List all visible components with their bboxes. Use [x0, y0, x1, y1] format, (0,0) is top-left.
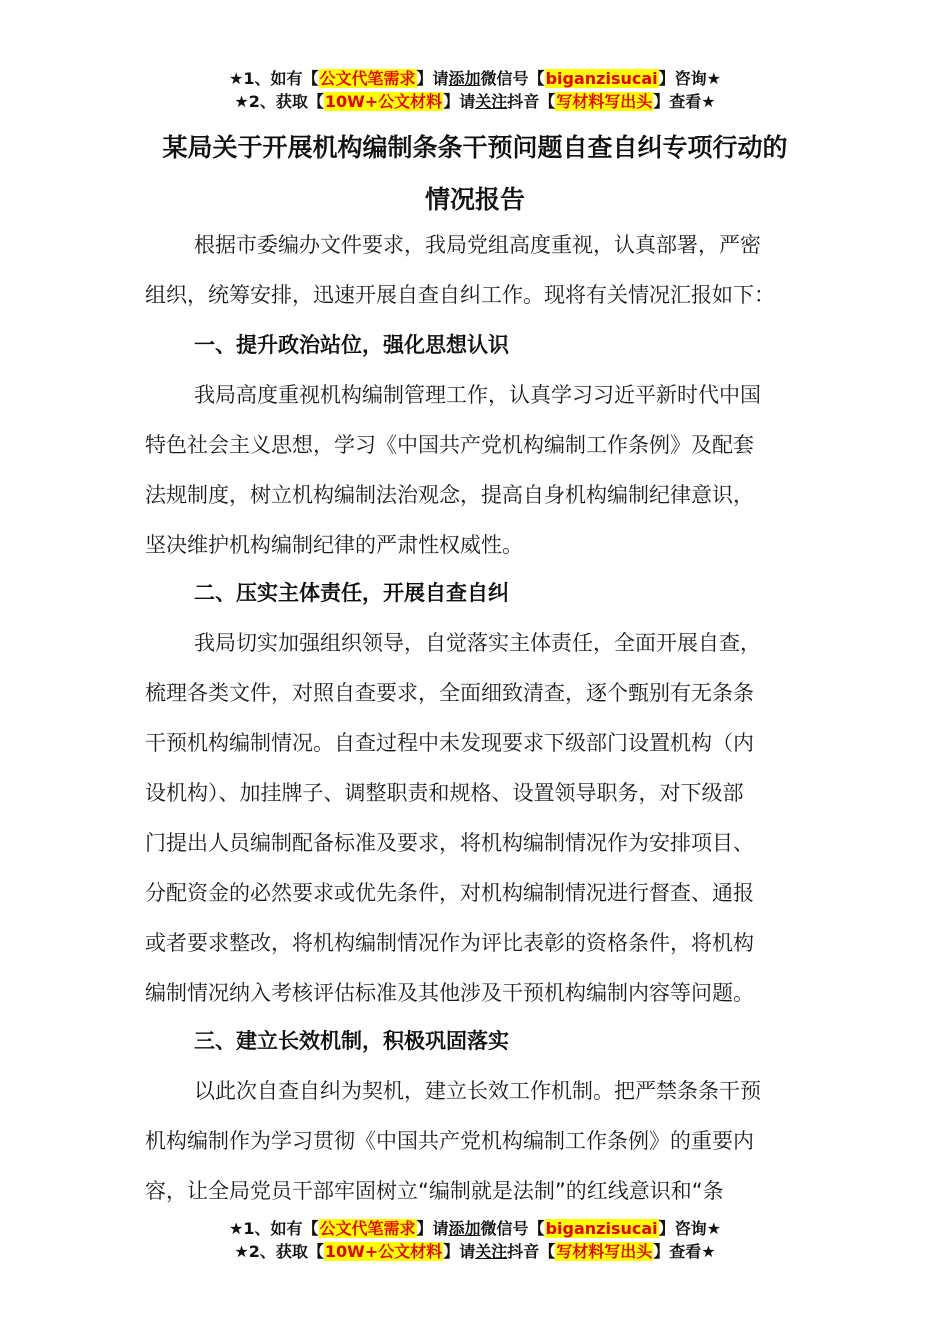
promo-banner-top — [0, 68, 950, 114]
promo-douyin-id: 写材料写出头 — [556, 1242, 653, 1261]
promo-line-1: ★1、如有【公文代笔需求】请添加微信号【biganzisucai】咨询★ — [229, 1219, 721, 1238]
promo-wechat-id: biganzisucai — [545, 69, 658, 88]
section-3-paragraph: 以此次自查自纠为契机，建立长效工作机制。把严禁条条干预 机构编制作为学习贯彻《中国共产党机构编制工作条例》的重要内 容，让全局党员干部牢固树立“编制就是法制”的红线意识和“条 — [145, 1079, 761, 1203]
intro-paragraph: 根据市委编办文件要求，我局党组高度重视，认真部署，严密 组织，统筹安排，迅速开展自查自纠工作。现将有关情况汇报如下： — [145, 233, 775, 307]
promo-douyin-id: 写材料写出头 — [556, 92, 653, 111]
document-title-line-2: 情况报告 — [424, 185, 525, 214]
section-heading-1: 一、提升政治站位，强化思想认识 — [194, 333, 509, 357]
promo-banner-bottom — [0, 1218, 950, 1264]
promo-highlight: 公文代笔需求 — [319, 69, 416, 88]
promo-line-1: ★1、如有【公文代笔需求】请添加微信号【biganzisucai】咨询★ — [229, 69, 721, 88]
promo-highlight: 10W+公文材料 — [324, 1242, 443, 1261]
section-heading-3: 三、建立长效机制，积极巩固落实 — [194, 1029, 509, 1053]
promo-line-2: ★2、获取【10W+公文材料】请关注抖音【写材料写出头】查看★ — [234, 1242, 716, 1261]
promo-wechat-id: biganzisucai — [545, 1219, 658, 1238]
document-title-line-1: 某局关于开展机构编制条条干预问题自查自纠专项行动的 — [162, 133, 788, 162]
section-2-paragraph: 我局切实加强组织领导，自觉落实主体责任，全面开展自查， 梳理各类文件，对照自查要求，全面细致清查，逐个甄别有无条条 干预机构编制情况。自查过程中未发现要求下级部门设置机构（内 设机构）、加挂牌子、调整职责和规格、设置领导职务，对下级部 门提出人员编制配备标准及要求，将机构编制情况作为安排项目、 分配资金的必然要求或优先条件，对机构编制情况进行督查、通报 或者要求整改，将机构编制情况作为评比表彰的资格条件，将机构 编制情况纳入考核评估标准及其他涉及干预机构编制内容等问题。 — [145, 631, 761, 1005]
promo-line-2: ★2、获取【10W+公文材料】请关注抖音【写材料写出头】查看★ — [234, 92, 716, 111]
section-heading-2: 二、压实主体责任，开展自查自纠 — [194, 581, 509, 605]
section-1-paragraph: 我局高度重视机构编制管理工作，认真学习习近平新时代中国 特色社会主义思想，学习《中国共产党机构编制工作条例》及配套 法规制度，树立机构编制法治观念，提高自身机构编制纪律意识， 坚决维护机构编制纪律的严肃性权威性。 — [145, 383, 761, 557]
promo-highlight: 10W+公文材料 — [324, 92, 443, 111]
promo-highlight: 公文代笔需求 — [319, 1219, 416, 1238]
